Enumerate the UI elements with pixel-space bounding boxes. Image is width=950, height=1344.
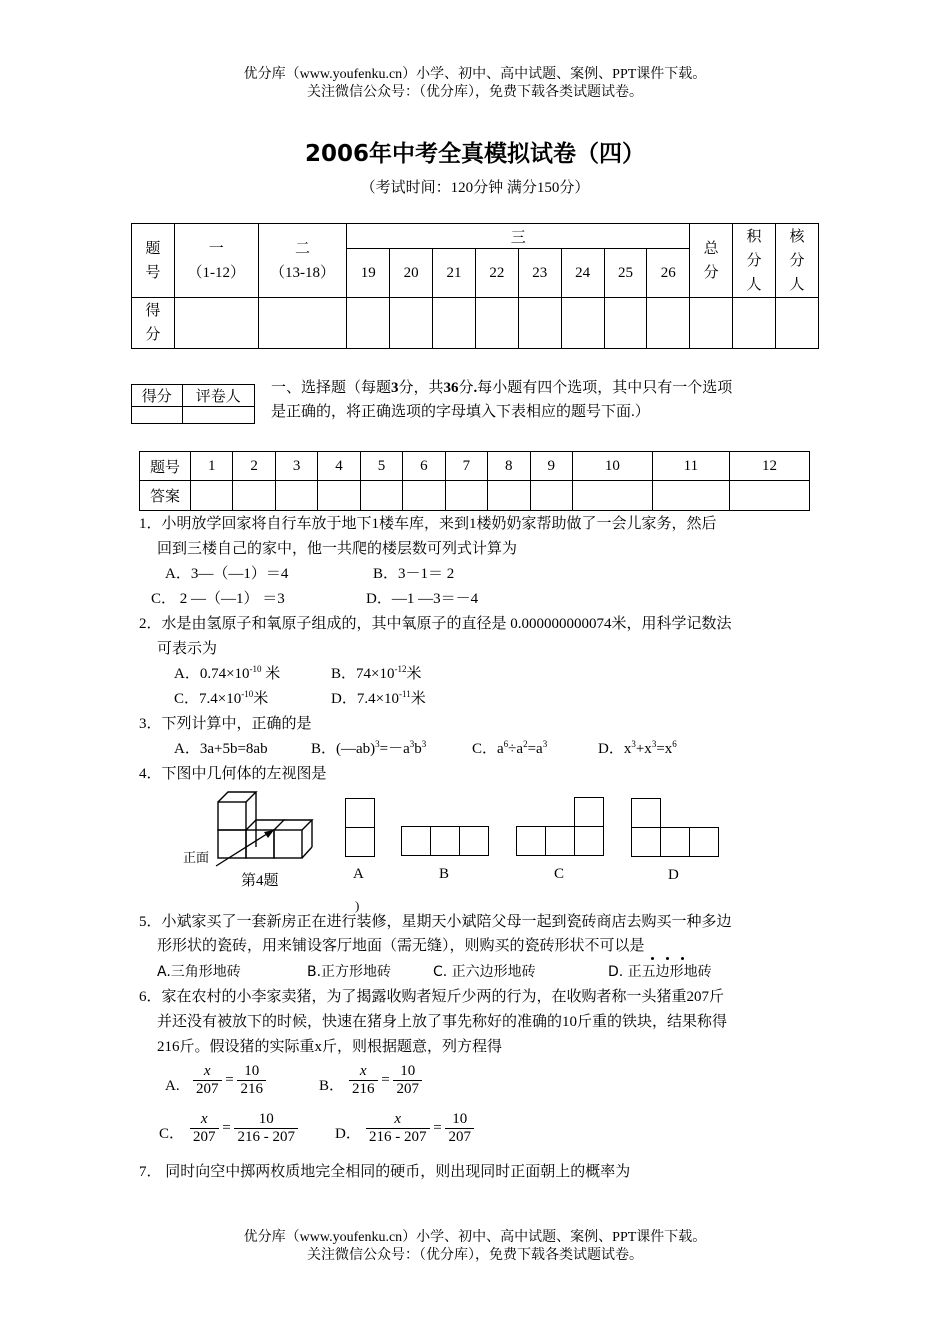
score-blank[interactable] xyxy=(518,298,561,349)
grader-table xyxy=(131,384,255,424)
square xyxy=(430,826,460,856)
square xyxy=(345,827,375,857)
page-subtitle: （考试时间：120分钟 满分150分） xyxy=(360,180,590,196)
q3-option-a: A．3a+5b=8ab xyxy=(174,741,268,757)
score-num-26: 26 xyxy=(647,249,690,298)
q6-option-d-equation: $\frac{x}{216 - 207}$ = $\frac{10}{207}$ xyxy=(366,1111,474,1146)
section1-line1: 一、选择题（每题3分，共36分.每小题有四个选项，其中只有一个选项 xyxy=(271,380,733,396)
grader-name-blank[interactable] xyxy=(182,407,254,424)
score-blank[interactable] xyxy=(561,298,604,349)
answer-blank[interactable] xyxy=(445,481,487,511)
score-num-24: 24 xyxy=(561,249,604,298)
q2-option-a: A．$0.74\times 10^{-10}$ 米 xyxy=(174,664,281,682)
square xyxy=(401,826,431,856)
page-title: 2006年中考全真模拟试卷（四） xyxy=(304,141,645,167)
grader-name-label: 评卷人 xyxy=(182,385,254,407)
header-line-2: 关注微信公众号：（优分库），免费下载各类试题试卷。 xyxy=(307,85,643,100)
grader-score-blank[interactable] xyxy=(132,407,183,424)
q6-line1: 6．家在农村的小李家卖猪，为了揭露收购者短斤少两的行为，在收购者称一头猪重207斤 xyxy=(139,989,725,1005)
square xyxy=(459,826,489,856)
answer-num: 8 xyxy=(488,452,530,481)
score-blank[interactable] xyxy=(733,298,776,349)
square xyxy=(689,827,719,857)
q6-line2: 并还没有被放下的时候，快速在猪身上放了事先称好的准确的10斤重的铁块，结果称得 xyxy=(157,1014,728,1030)
q2-option-b: B．$74\times 10^{-12}$米 xyxy=(331,664,422,682)
answer-head-label: 题号 xyxy=(140,452,191,481)
answer-num: 1 xyxy=(191,452,233,481)
answer-blank[interactable] xyxy=(652,481,729,511)
q3-option-d: D．$x^3+x^3=x^6$ xyxy=(598,739,677,757)
score-blank[interactable] xyxy=(347,298,390,349)
footer-line-2: 关注微信公众号：（优分库），免费下载各类试题试卷。 xyxy=(307,1248,643,1263)
q3-option-c: C．$a^6\div a^2=a^3$ xyxy=(472,739,548,757)
fraction: $\frac{10}{216}$ xyxy=(237,1063,266,1098)
answer-table xyxy=(139,451,810,511)
footer-line-1: 优分库（www.youfenku.cn）小学、初中、高中试题、案例、PPT课件下载。 xyxy=(243,1230,707,1245)
square xyxy=(516,826,546,856)
score-cell-part3: 三 xyxy=(347,224,690,249)
q4-stem: 4．下图中几何体的左视图是 xyxy=(139,766,327,782)
stray-paren: ) xyxy=(355,898,360,913)
score-blank[interactable] xyxy=(604,298,647,349)
score-blank[interactable] xyxy=(390,298,433,349)
fraction: $\frac{x}{207}$ xyxy=(193,1063,222,1098)
score-cell-checker: 核 分 人 xyxy=(775,224,818,298)
header-line-1: 优分库（www.youfenku.cn）小学、初中、高中试题、案例、PPT课件下载。 xyxy=(243,67,707,82)
answer-blank[interactable] xyxy=(488,481,530,511)
answer-num: 11 xyxy=(652,452,729,481)
answer-blank[interactable] xyxy=(729,481,809,511)
square xyxy=(574,797,604,827)
fig-label-c: C xyxy=(554,866,565,882)
score-cell-defen: 得 分 xyxy=(132,298,175,349)
fraction: $\frac{10}{207}$ xyxy=(445,1111,474,1146)
fraction: $\frac{10}{207}$ xyxy=(393,1063,422,1098)
front-label: 正面 xyxy=(183,851,210,866)
q6-option-c-label: C． xyxy=(159,1126,185,1142)
score-blank[interactable] xyxy=(647,298,690,349)
front-arrow-icon xyxy=(212,826,282,871)
q3-stem: 3．下列计算中，正确的是 xyxy=(139,716,312,732)
fig-label-d: D xyxy=(668,867,679,883)
answer-blank[interactable] xyxy=(318,481,360,511)
q2-line1: 2．水是由氢原子和氧原子组成的，其中氧原子的直径是 0.000000000074米，用科学记数法 xyxy=(139,616,732,632)
q1-line1: 1．小明放学回家将自行车放于地下1楼车库，来到1楼奶奶家帮助做了一会儿家务，然后 xyxy=(139,516,717,532)
q2-option-c: C．$7.4\times 10^{-10}$米 xyxy=(174,689,269,707)
answer-num: 3 xyxy=(275,452,317,481)
score-num-20: 20 xyxy=(390,249,433,298)
q3-option-b: B．$(—ab)^3=-a^3b^3$ xyxy=(311,739,427,757)
score-cell-tihao: 题 号 xyxy=(132,224,175,298)
q1-line2: 回到三楼自己的家中，他一共爬的楼层数可列式计算为 xyxy=(157,541,518,557)
q6-option-d-label: D． xyxy=(335,1126,361,1142)
answer-num: 7 xyxy=(445,452,487,481)
answer-blank[interactable] xyxy=(572,481,652,511)
fraction: $\frac{x}{216}$ xyxy=(349,1063,378,1098)
score-blank[interactable] xyxy=(258,298,347,349)
answer-blank[interactable] xyxy=(233,481,275,511)
q1-option-a: A．3—（—1）＝4 xyxy=(165,566,289,582)
fig-label-b: B xyxy=(439,866,450,882)
q5-line1: 5．小斌家买了一套新房正在进行装修，星期天小斌陪父母一起到瓷砖商店去购买一种多边 xyxy=(139,914,732,930)
q6-option-b-label: B． xyxy=(319,1078,345,1094)
square xyxy=(545,826,575,856)
score-blank[interactable] xyxy=(433,298,476,349)
q6-option-c-equation: $\frac{x}{207}$ = $\frac{10}{216 - 207}$ xyxy=(190,1111,298,1146)
score-blank[interactable] xyxy=(174,298,258,349)
emphasis-dot xyxy=(651,957,654,960)
q5-option-c: C. 正六边形地砖 xyxy=(433,964,536,980)
q5-option-a: A.三角形地砖 xyxy=(157,964,241,980)
score-cell-part1: 一 （1-12） xyxy=(174,224,258,298)
fraction: $\frac{10}{216 - 207}$ xyxy=(234,1111,298,1146)
q5-option-b: B.正方形地砖 xyxy=(307,964,392,980)
answer-blank[interactable] xyxy=(403,481,445,511)
q5-option-d: D. 正五边形地砖 xyxy=(608,964,712,980)
score-blank[interactable] xyxy=(475,298,518,349)
score-cell-scorer: 积 分 人 xyxy=(733,224,776,298)
square xyxy=(345,798,375,828)
q1-option-b: B．3－1＝ 2 xyxy=(373,566,455,582)
square xyxy=(574,826,604,856)
grader-score-label: 得分 xyxy=(132,385,183,407)
score-num-19: 19 xyxy=(347,249,390,298)
q2-line2: 可表示为 xyxy=(157,641,218,657)
q6-option-a-label: A. xyxy=(165,1078,180,1094)
q6-option-b-equation: $\frac{x}{216}$ = $\frac{10}{207}$ xyxy=(349,1063,422,1098)
q7-stem: 7． 同时向空中掷两枚质地完全相同的硬币，则出现同时正面朝上的概率为 xyxy=(139,1164,631,1180)
emphasis-dot xyxy=(666,957,669,960)
score-cell-part2: 二 （13-18） xyxy=(258,224,347,298)
answer-blank[interactable] xyxy=(275,481,317,511)
score-num-21: 21 xyxy=(433,249,476,298)
fraction: $\frac{x}{207}$ xyxy=(190,1111,219,1146)
score-blank[interactable] xyxy=(690,298,733,349)
fraction: $\frac{x}{216 - 207}$ xyxy=(366,1111,430,1146)
section1-line2: 是正确的，将正确选项的字母填入下表相应的题号下面.） xyxy=(271,404,650,420)
answer-blank[interactable] xyxy=(360,481,402,511)
emphasis-dot xyxy=(681,957,684,960)
answer-num: 2 xyxy=(233,452,275,481)
score-cell-total: 总 分 xyxy=(690,224,733,298)
q1-option-d: D．—1 —3＝－4 xyxy=(366,591,479,607)
score-num-25: 25 xyxy=(604,249,647,298)
square xyxy=(660,827,690,857)
answer-row-label: 答案 xyxy=(140,481,191,511)
answer-num: 10 xyxy=(572,452,652,481)
answer-num: 6 xyxy=(403,452,445,481)
q6-line3: 216斤。假设猪的实际重x斤，则根据题意，列方程得 xyxy=(157,1039,503,1055)
square xyxy=(631,798,661,828)
answer-num: 12 xyxy=(729,452,809,481)
score-blank[interactable] xyxy=(775,298,818,349)
answer-num: 4 xyxy=(318,452,360,481)
answer-num: 9 xyxy=(530,452,572,481)
answer-blank[interactable] xyxy=(191,481,233,511)
q6-option-a-equation: $\frac{x}{207}$ = $\frac{10}{216}$ xyxy=(193,1063,266,1098)
score-num-23: 23 xyxy=(518,249,561,298)
answer-num: 5 xyxy=(360,452,402,481)
q1-option-c: C． 2 —（—1） ＝3 xyxy=(151,591,285,607)
q2-option-d: D．$7.4\times 10^{-11}$米 xyxy=(331,689,426,707)
score-table xyxy=(131,223,819,349)
square xyxy=(631,827,661,857)
figure-caption: 第4题 xyxy=(241,873,279,889)
score-num-22: 22 xyxy=(475,249,518,298)
q5-line2: 形形状的瓷砖，用来铺设客厅地面（需无缝），则购买的瓷砖形状不可以是 xyxy=(157,938,645,954)
fig-label-a: A xyxy=(353,866,364,882)
answer-blank[interactable] xyxy=(530,481,572,511)
